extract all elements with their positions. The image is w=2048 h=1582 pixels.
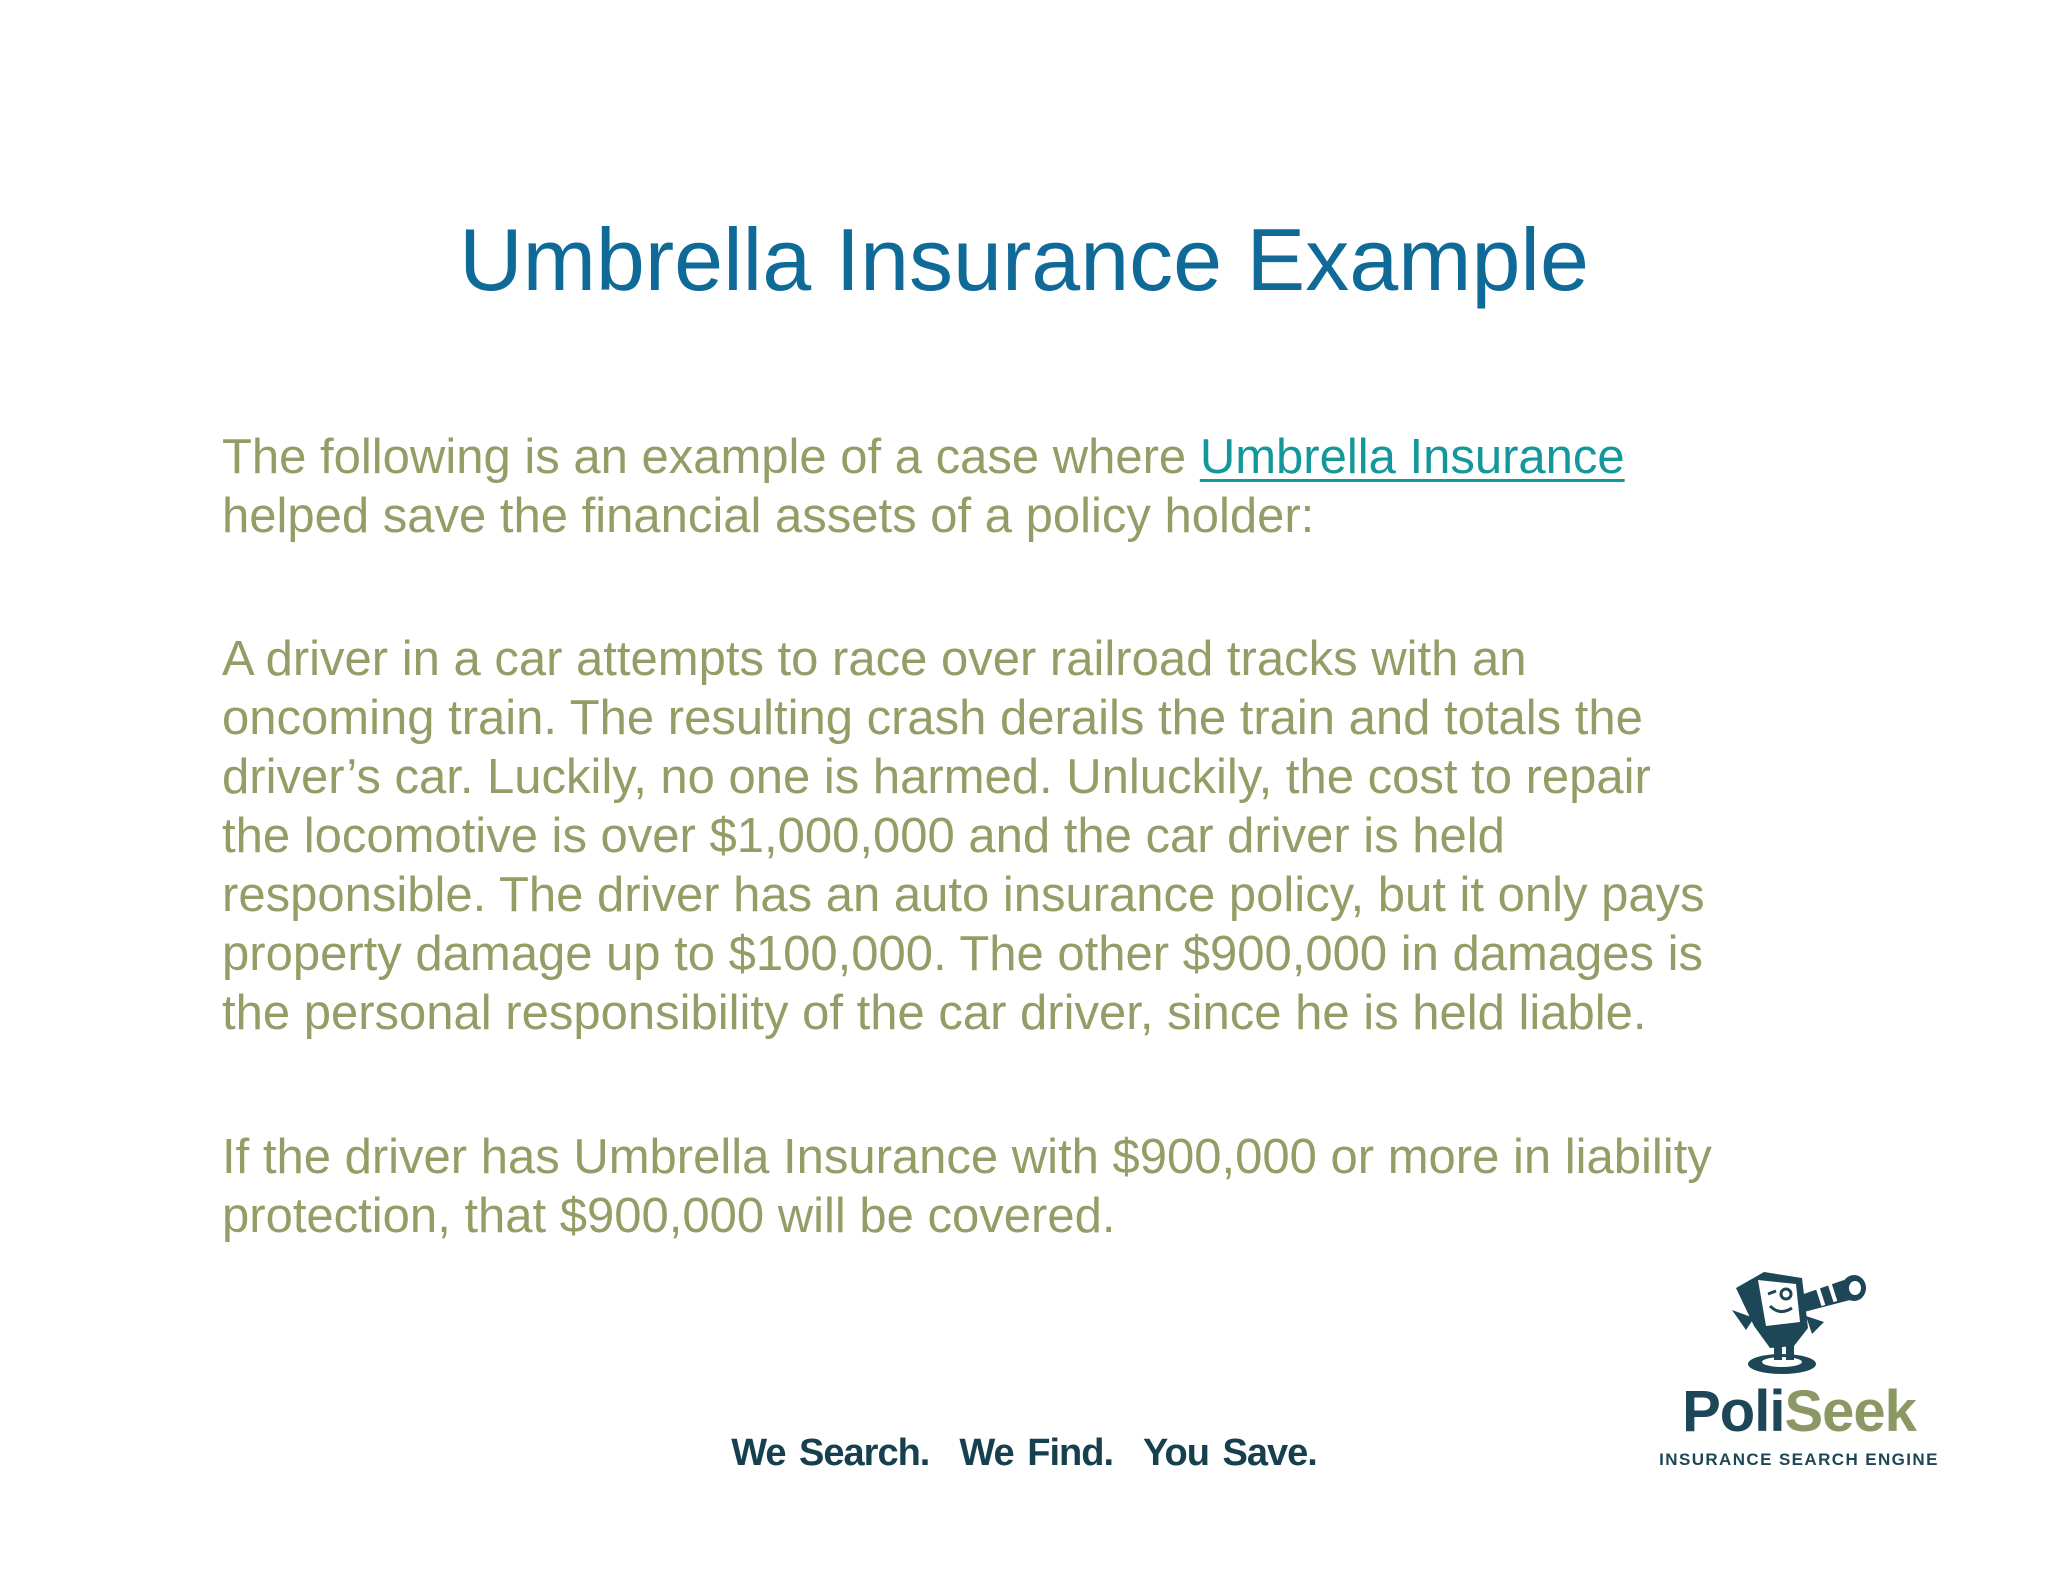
conclusion-line: If the driver has Umbrella Insurance with $900,000 or more in liability [222,1130,1712,1184]
example-line: A driver in a car attempts to race over railroad tracks with an [222,632,1527,686]
example-line: oncoming train. The resulting crash derails the train and totals the [222,691,1643,745]
tagline-save: You Save. [1143,1432,1317,1474]
intro-text: The following is an example of a case where [222,430,1200,484]
example-line: the personal responsibility of the car driver, since he is held liable. [222,986,1647,1040]
logo-wordmark [1658,1380,1940,1444]
umbrella-insurance-link[interactable]: Umbrella Insurance [1199,430,1625,484]
poliseek-logo [1658,1266,1940,1476]
conclusion-paragraph [222,1128,1862,1246]
example-line: the locomotive is over $1,000,000 and the car driver is held [222,809,1505,863]
example-line: responsible. The driver has an auto insurance policy, but it only pays [222,868,1705,922]
example-line: driver’s car. Luckily, no one is harmed. Unluckily, the cost to repair [222,750,1651,804]
slide-title: Umbrella Insurance Example [459,210,1589,309]
tagline-search: We Search. [731,1432,930,1474]
intro-line-1 [222,428,1862,487]
intro-paragraph [222,428,1862,546]
conclusion-line: protection, that $900,000 will be covered. [222,1189,1116,1243]
example-line: property damage up to $100,000. The other $900,000 in damages is [222,927,1704,981]
intro-line-2: helped save the financial assets of a policy holder: [222,489,1315,543]
logo-seek: Seek [1784,1379,1916,1444]
example-paragraph [222,630,1862,1043]
logo-poli: Poli [1682,1379,1785,1444]
tagline-find: We Find. [959,1432,1113,1474]
telescope-mascot-icon [1724,1266,1884,1376]
logo-subtitle: INSURANCE SEARCH ENGINE [1659,1450,1939,1469]
